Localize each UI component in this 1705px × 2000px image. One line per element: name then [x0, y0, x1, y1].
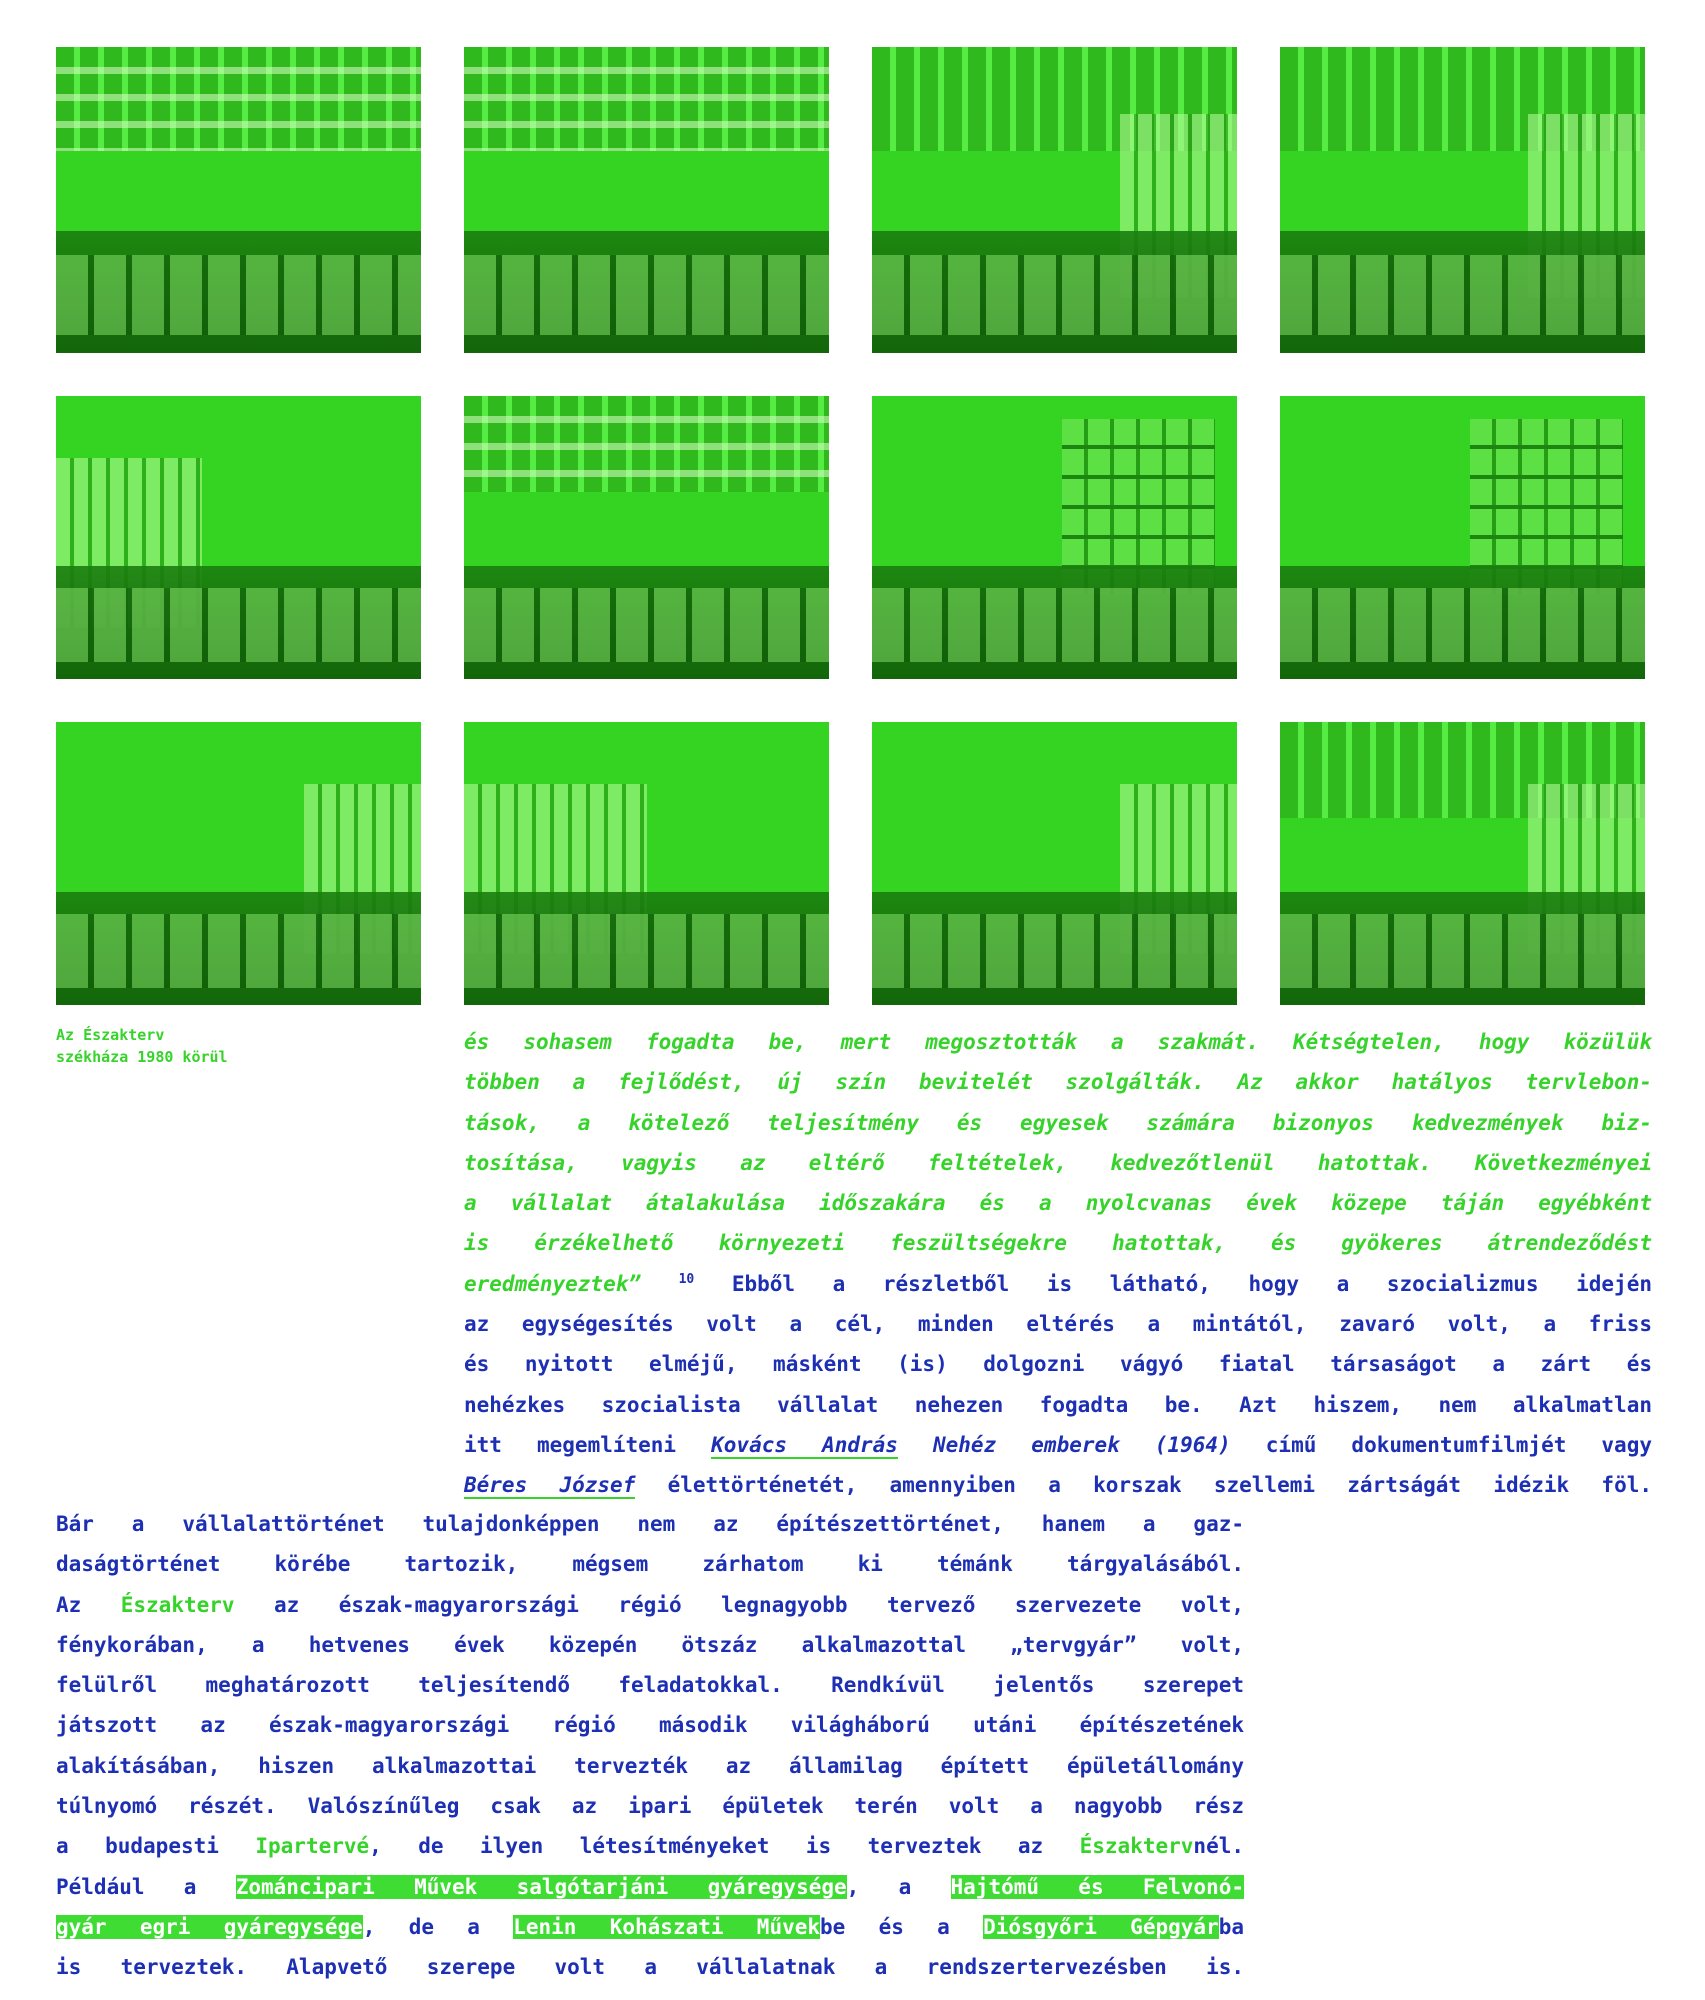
photo-cafeteria [56, 722, 421, 1005]
text-fragment: a budapesti [56, 1834, 256, 1859]
film-title: Nehéz emberek (1964) [897, 1432, 1231, 1457]
photo-open-plan-office-2 [464, 47, 829, 353]
text-line: fénykorában, a hetvenes évek közepén ötszáz alkalmazottal „tervgyár” volt, [56, 1632, 1244, 1657]
text-fragment: , de a [362, 1914, 514, 1939]
text-line [464, 1465, 1652, 1505]
text-line [56, 1826, 1244, 1866]
photo-lecture-hall [1280, 47, 1645, 353]
highlight-lenin-kohaszati-muvek[interactable]: Lenin Kohászati Művek [513, 1914, 821, 1939]
text-fragment: , a [846, 1874, 951, 1899]
photo-model-studio [1280, 722, 1645, 1005]
text-line: is terveztek. Alapvető szerepe volt a vállalatnak a rendszertervezésben is. [56, 1955, 1244, 1980]
text-fragment: nél. [1193, 1834, 1244, 1859]
text-line [464, 1264, 1652, 1304]
text-line: tosítása, vagyis az eltérő feltételek, kedvezőtlenül hatottak. Következményei [464, 1150, 1652, 1175]
text-line: is érzékelhető környezeti feszültségekre hatottak, és gyökeres átrendeződést [464, 1231, 1652, 1256]
person-link-kovacs-andras[interactable]: Kovács András [711, 1432, 898, 1457]
text-line: nehézkes szocialista vállalat nehezen fogadta be. Azt hiszem, nem alkalmatlan [464, 1392, 1652, 1417]
text-fragment: be és a [820, 1914, 984, 1939]
text-fragment: , de ilyen létesítményeket is terveztek az [369, 1834, 1080, 1859]
text-line [56, 1907, 1244, 1947]
photo-lounge-shelves [1280, 396, 1645, 679]
highlight-diosgyori-gepgyar[interactable]: Diósgyőri Gépgyár [983, 1914, 1219, 1939]
text-fragment: az észak-magyarországi régió legnagyobb tervező szervezete volt, [234, 1592, 1244, 1617]
text-fragment: élettörténetét, amennyiben a korszak szellemi zártságát idézik föl. [635, 1473, 1653, 1498]
text-line: túlnyomó részét. Valószínűleg csak az ipari épületek terén volt a nagyobb rész [56, 1794, 1244, 1819]
text-line: és nyitott elméjű, másként (is) dolgozni vágyó fiatal társaságot a zárt és [464, 1352, 1652, 1377]
quote-end: eredményeztek” [464, 1271, 642, 1296]
text-line: daságtörténet körébe tartozik, mégsem zárhatom ki témánk tárgyalásából. [56, 1552, 1244, 1577]
photo-long-meeting-room [464, 396, 829, 679]
text-line: alakításában, hiszen alkalmazottai tervezték az államilag épített épületállomány [56, 1753, 1244, 1778]
caption-line: Az Északterv [56, 1026, 165, 1044]
text-line: a vállalat átalakulása időszakára és a nyolcvanas évek közepe táján egyébként [464, 1191, 1652, 1216]
text-fragment: Ebből a részletből is látható, hogy a szocializmus idején [694, 1271, 1652, 1296]
highlight-zomancipari-muvek[interactable]: Zománcipari Művek salgótarjáni gyáregysége [235, 1874, 847, 1899]
text-line: tások, a kötelező teljesítmény és egyesek számára bizonyos kedvezmények biz- [464, 1110, 1652, 1135]
footnote-ref[interactable]: 10 [678, 1271, 695, 1287]
text-line: többen a fejlődést, új szín bevitelét szolgálták. Az akkor hatályos tervlebon- [464, 1070, 1652, 1095]
text-line [464, 1425, 1652, 1465]
text-fragment: ba [1218, 1914, 1244, 1939]
text-line: Bár a vállalattörténet tulajdonképpen nem az építészettörténet, hanem a gaz- [56, 1512, 1244, 1536]
text-fragment: Az [56, 1592, 121, 1617]
paragraph-company-history [56, 1504, 1244, 1988]
photo-caption [56, 1024, 296, 1068]
photo-conference-table [56, 396, 421, 679]
photo-laboratory [464, 722, 829, 1005]
text-line [56, 1867, 1244, 1907]
text-line: felülről meghatározott teljesítendő feladatokkal. Rendkívül jelentős szerepet [56, 1673, 1244, 1698]
text-line: az egységesítés volt a cél, minden eltérés a mintától, zavaró volt, a friss [464, 1312, 1652, 1337]
paragraph-quote-continuation [464, 1022, 1652, 1506]
photo-open-plan-office-1 [56, 47, 421, 353]
text-fragment: című dokumentumfilmjét vagy [1230, 1432, 1652, 1457]
text-fragment: Például a [56, 1874, 236, 1899]
person-link-beres-jozsef[interactable]: Béres József [464, 1473, 636, 1498]
photo-model-workshop [872, 722, 1237, 1005]
org-link-eszakterv-2[interactable]: Északterv [1079, 1834, 1194, 1859]
org-link-ipartery[interactable]: Ipartervé [255, 1834, 370, 1859]
org-link-eszakterv[interactable]: Északterv [120, 1592, 235, 1617]
highlight-hajtomu-felvonogyar[interactable]: Hajtómű és Felvonó- [950, 1874, 1245, 1899]
caption-line: székháza 1980 körül [56, 1048, 228, 1066]
photo-drafting-room [872, 47, 1237, 353]
highlight-hajtomu-felvonogyar-cont[interactable]: gyár egri gyáregysége [56, 1914, 363, 1939]
text-line [56, 1585, 1244, 1625]
text-fragment: itt megemlíteni [464, 1432, 712, 1457]
text-line: játszott az észak-magyarországi régió második világháború utáni építészetének [56, 1713, 1244, 1738]
text-line: és sohasem fogadta be, mert megosztották a szakmát. Kétségtelen, hogy közülük [464, 1030, 1652, 1054]
photo-library-corner [872, 396, 1237, 679]
